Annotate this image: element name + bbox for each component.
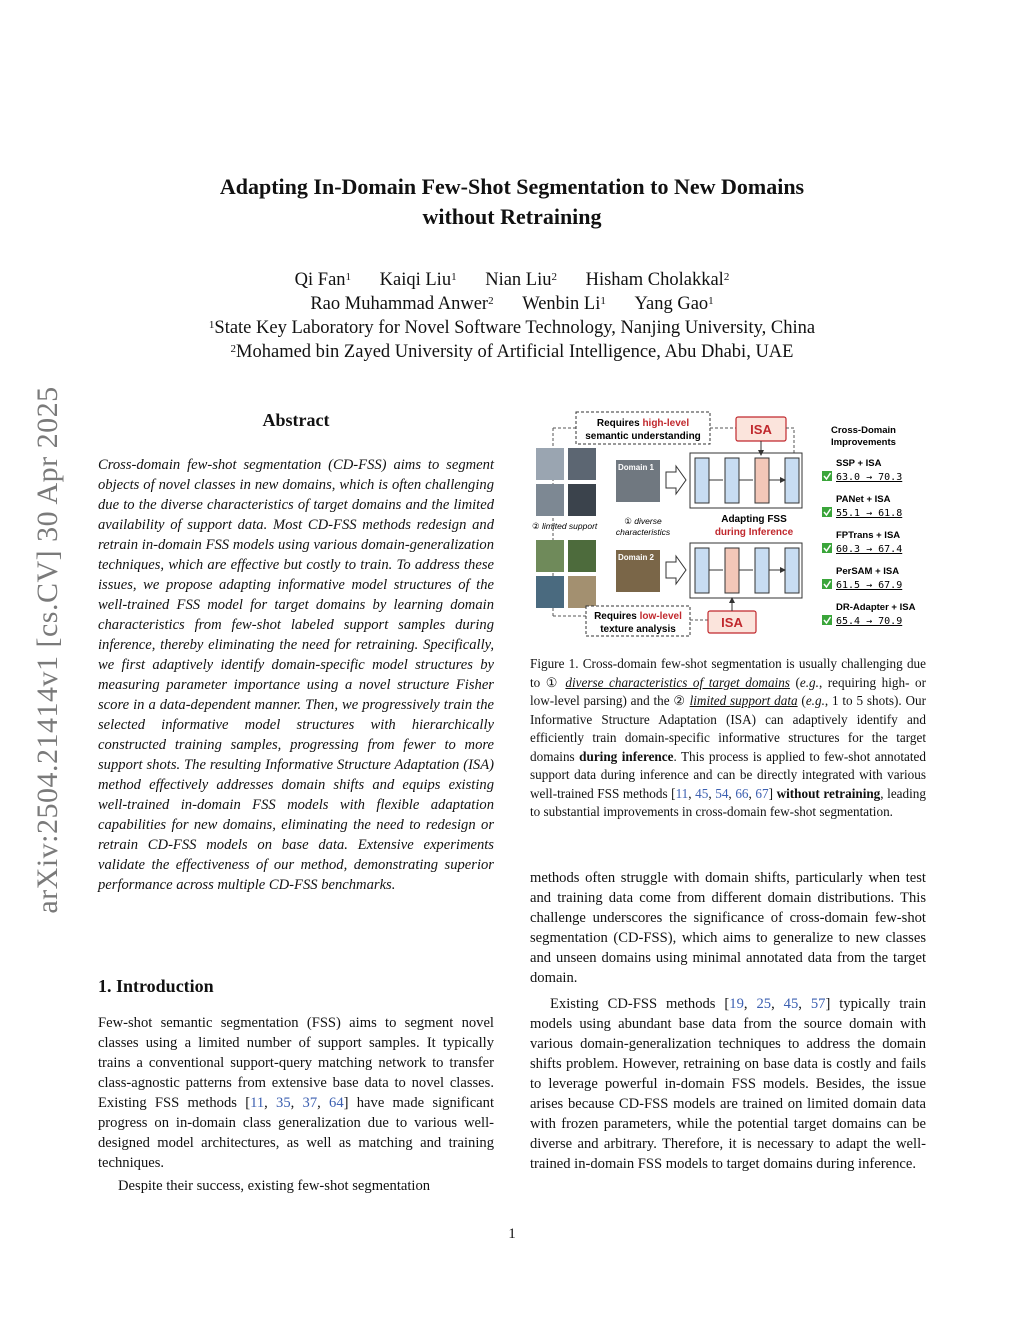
page-number: 1: [508, 1226, 516, 1242]
citation-link[interactable]: 37: [302, 1095, 318, 1111]
paper-title: [140, 172, 884, 232]
citation-link[interactable]: 57: [810, 996, 826, 1012]
method-name: DR-Adapter + ISA: [836, 602, 916, 613]
arxiv-sidebar: [28, 350, 68, 950]
citation-link[interactable]: 11: [250, 1095, 265, 1111]
method-score: 65.4 → 70.9: [836, 616, 903, 627]
satellite-images: [536, 540, 596, 608]
figure-1: [528, 408, 932, 646]
citation-link[interactable]: 66: [735, 785, 749, 801]
citation-link[interactable]: 11: [675, 785, 689, 801]
method-name: PerSAM + ISA: [836, 566, 900, 577]
improvements-title-2: Improvements: [831, 437, 896, 448]
author: Yang Gao$^1$: [634, 294, 714, 314]
method-score: 55.1 → 61.8: [836, 508, 903, 519]
isa-label-bottom: ISA: [721, 615, 743, 630]
author-row-1: [140, 268, 884, 292]
method-score: 61.5 → 67.9: [836, 580, 903, 591]
citation-link[interactable]: 67: [755, 785, 769, 801]
diverse-label-2: characteristics: [615, 527, 671, 537]
figure-1-caption: Figure 1. Cross-domain few-shot segmentation is usually challenging due to ① diverse characteristics of target domains (e.g., requiring high- or low-level parsing) and the ② limited support data (e.g., 1 to 5 shots). Our Informative Structure Adaptation (ISA) can adaptively identify and efficiently train domain-specific informative structures for the target domains during inference. This process is applied to few-shot annotated support data during inference and can be directly integrated with various well-trained FSS methods [11, 45, 54, 66, 67] without retraining, leading to substantial improvements in cross-domain few-shot segmentation.: [530, 656, 927, 819]
model-blocks-bottom: [690, 543, 802, 598]
author-row-2: [140, 292, 884, 316]
author: Nian Liu$^2$: [485, 270, 557, 290]
req-high-text-2: semantic understanding: [585, 431, 701, 442]
title-line-1: Adapting In-Domain Few-Shot Segmentation to New Domains: [219, 174, 805, 199]
affiliation-2: $^2$Mohamed bin Zayed University of Artificial Intelligence, Abu Dhabi, UAE: [230, 342, 794, 362]
figure-1-diagram: [528, 408, 932, 646]
citation-link[interactable]: 25: [756, 996, 772, 1012]
req-high-text: Requires high-level: [596, 418, 690, 429]
intro-heading: 1. Introduction: [98, 976, 214, 996]
method-name: FPTrans + ISA: [836, 530, 901, 541]
citation-link[interactable]: 35: [276, 1095, 291, 1111]
right-column-text: [530, 868, 926, 1180]
author-block: [140, 268, 884, 364]
diverse-label-1: ① diverse: [624, 516, 662, 526]
domain-1-label: Domain 1: [618, 463, 655, 472]
citation-link[interactable]: 45: [695, 785, 709, 801]
improvements-title-1: Cross-Domain: [831, 425, 896, 436]
citation-link[interactable]: 54: [715, 785, 729, 801]
right-paragraph-2: Existing CD-FSS methods [19, 25, 45, 57] typically train models using abundant base data from the source domain with various domain-generalization techniques to address the domain shifts problem. However, retraining on base data is costly and fails to leverage powerful in-domain FSS models. Besides, the issue arises because CD-FSS models are trained on limited domain data with frozen parameters, while the potential target domains can be diverse and arbitrary. Therefore, it is necessary to adapt the well-trained in-domain FSS models to target domains during inference.: [530, 996, 926, 1172]
intro-paragraph-2: Despite their success, existing few-shot segmentation: [118, 1178, 431, 1194]
author: Qi Fan$^1$: [294, 270, 352, 290]
isa-label-top: ISA: [750, 422, 772, 437]
right-paragraph-1: methods often struggle with domain shifts, particularly when test and training data come from different domain distributions. This challenge underscores the significance of cross-domain few-shot segmentation (CD-FSS), which aims to generalize to new classes and unseen domains using minimal annotated data from the target domain.: [530, 870, 926, 986]
req-low-text-2: texture analysis: [600, 624, 676, 635]
method-score: 60.3 → 67.4: [836, 544, 903, 555]
author: Kaiqi Liu$^1$: [379, 270, 457, 290]
intro-paragraph-1: Few-shot semantic segmentation (FSS) aims to segment novel classes using a limited number of support samples. It typically trains a conventional support-query matching network to transfer class-agnostic patterns from extensive base data to novel classes. Existing FSS methods [11, 35, 37, 64] have made significant progress on in-domain class generalization due to various well-designed model architectures, as well as matching and training techniques.: [98, 1015, 495, 1171]
citation-link[interactable]: 64: [329, 1095, 344, 1111]
domain-2-label: Domain 2: [618, 553, 655, 562]
method-score: 63.0 → 70.3: [836, 472, 903, 483]
author: Rao Muhammad Anwer$^2$: [310, 294, 494, 314]
adapting-label-2: during Inference: [714, 527, 794, 538]
intro-text: [98, 1013, 494, 1196]
author: Wenbin Li$^1$: [522, 294, 606, 314]
abstract-heading: Abstract: [262, 410, 330, 430]
limited-support-label: ② limited support: [532, 521, 598, 531]
affiliation-1: $^1$State Key Laboratory for Novel Software Technology, Nanjing University, China: [208, 318, 816, 338]
method-name: PANet + ISA: [836, 494, 891, 505]
method-name: SSP + ISA: [836, 458, 882, 469]
author: Hisham Cholakkal$^2$: [585, 270, 730, 290]
citation-link[interactable]: 19: [729, 996, 744, 1012]
arrow-icon: [666, 556, 686, 584]
arxiv-id: arXiv:2504.21414v1 [cs.CV] 30 Apr 2025: [31, 386, 64, 914]
arrow-icon: [666, 466, 686, 494]
title-line-2: without Retraining: [422, 204, 602, 229]
req-low-text: Requires low-level: [594, 611, 682, 622]
model-blocks-top: [690, 453, 802, 508]
medical-images: [536, 448, 596, 516]
abstract-text: Cross-domain few-shot segmentation (CD-FSS) aims to segment objects of novel classes in new domains, which is often challenging due to the diverse characteristics of target domains and the limited availability of support data. Most CD-FSS methods redesign and retrain in-domain FSS models using various domain-generalization techniques, which are effective but costly to train. To address these issues, we propose adapting informative model structures of the well-trained FSS model for target domains by learning domain characteristics from few-shot labeled support samples during inference, thereby eliminating the need for retraining. Specifically, we first adaptively identify domain-specific model structures by measuring parameter importance using a novel structure Fisher score in a data-dependent manner. Then, we progressively train the selected informative model structures with hierarchically constructed training samples, progressing from fewer to more support shots. The resulting Informative Structure Adaptation (ISA) method effectively addresses domain shifts and equips existing well-trained in-domain FSS models with flexible adaptation capabilities for new domains, eliminating the need to redesign or retrain CD-FSS models on base data. Extensive experiments validate the effectiveness of our method, demonstrating superior performance across multiple CD-FSS benchmarks.: [98, 457, 494, 893]
adapting-label-1: Adapting FSS: [721, 514, 787, 525]
improvement-list: [822, 458, 916, 627]
citation-link[interactable]: 45: [783, 996, 799, 1012]
